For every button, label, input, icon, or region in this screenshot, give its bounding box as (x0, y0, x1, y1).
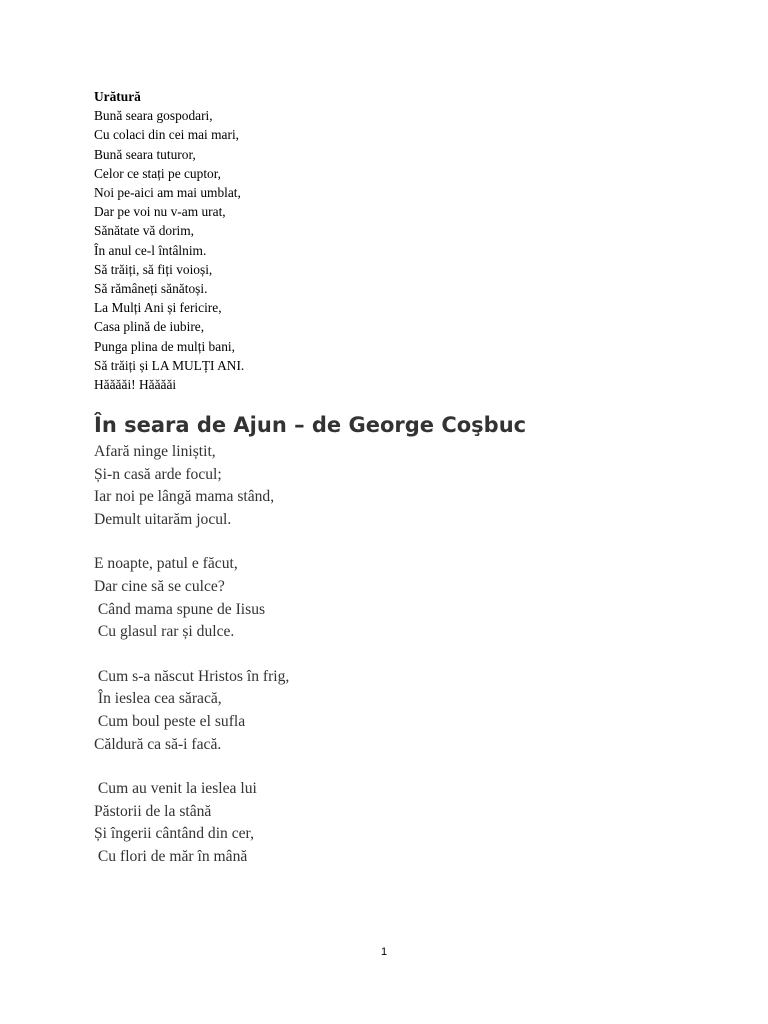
poem-heading: În seara de Ajun – de George Coşbuc (94, 413, 527, 437)
poem-stanza (94, 778, 714, 868)
poem-line: Cum s-a născut Hristos în frig, (94, 667, 290, 685)
poem-line: Și-n casă arde focul; (94, 465, 222, 483)
uratura-line: Casa plină de iubire, (94, 319, 205, 335)
uratura-line: Să trăiți, să fiți voioși, (94, 261, 213, 277)
poem-line: E noapte, patul e făcut, (94, 555, 238, 573)
poem-line: Cum boul peste el sufla (94, 712, 246, 730)
poem-line: Cu flori de măr în mână (94, 847, 248, 865)
poem-line: Dar cine să se culce? (94, 577, 225, 595)
page-number: 1 (380, 946, 388, 958)
uratura-line: Noi pe-aici am mai umblat, (94, 185, 241, 201)
uratura-line: Hăăăăi! Hăăăăi (94, 377, 177, 393)
poem-line: Căldură ca să-i facă. (94, 735, 222, 753)
uratura-title: Urătură (94, 89, 141, 104)
uratura-line: Dar pe voi nu v-am urat, (94, 204, 226, 220)
poem-line: Iar noi pe lângă mama stând, (94, 488, 275, 506)
poem-line: Păstorii de la stână (94, 802, 212, 820)
uratura-line: Punga plina de mulți bani, (94, 338, 235, 354)
uratura-line: În anul ce-l întâlnim. (94, 242, 207, 258)
uratura-line: Bună seara tuturor, (94, 146, 196, 162)
poem-line: Afară ninge liniștit, (94, 443, 216, 460)
uratura-line: Bună seara gospodari, (94, 108, 213, 124)
uratura-line: Sănătate vă dorim, (94, 223, 195, 239)
poem-line: Demult uitarăm jocul. (94, 510, 232, 528)
poem-stanza (94, 553, 714, 643)
poem-line: Când mama spune de Iisus (94, 600, 266, 618)
uratura-section (94, 87, 714, 394)
poem-line: Și îngerii cântând din cer, (94, 825, 255, 843)
poem-line: În ieslea cea săracă, (94, 690, 222, 708)
uratura-line: Celor ce stați pe cuptor, (94, 165, 222, 181)
poem-line: Cu glasul rar și dulce. (94, 623, 235, 641)
uratura-line: Să rămâneți sănătoși. (94, 281, 208, 297)
uratura-line: Să trăiți și LA MULȚI ANI. (94, 357, 245, 373)
uratura-line: Cu colaci din cei mai mari, (94, 127, 240, 143)
poem-body (94, 441, 714, 891)
uratura-line: La Mulți Ani și fericire, (94, 300, 222, 316)
poem-stanza (94, 666, 714, 756)
poem-stanza (94, 441, 714, 531)
poem-line: Cum au venit la ieslea lui (94, 780, 257, 798)
